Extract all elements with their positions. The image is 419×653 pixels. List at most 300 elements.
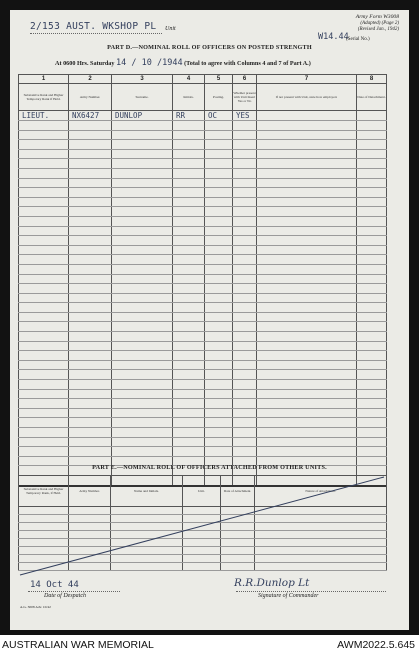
blank-cell bbox=[257, 293, 357, 303]
blank-cell bbox=[233, 351, 257, 361]
column-header: Date of Detachment. bbox=[357, 84, 387, 111]
blank-cell bbox=[257, 197, 357, 207]
blank-cell bbox=[205, 236, 233, 246]
blank-row bbox=[19, 159, 387, 169]
blank-row bbox=[19, 140, 387, 150]
column-header: Substantive Rank and Higher Temporary Rank if Held. bbox=[19, 84, 69, 111]
blank-cell bbox=[357, 380, 387, 390]
blank-cell bbox=[69, 188, 112, 198]
blank-cell bbox=[357, 332, 387, 342]
blank-cell bbox=[173, 332, 205, 342]
blank-cell bbox=[19, 207, 69, 217]
blank-cell bbox=[112, 360, 173, 370]
column-header: Army Number. bbox=[69, 476, 111, 507]
blank-row bbox=[19, 207, 387, 217]
blank-cell bbox=[19, 188, 69, 198]
blank-cell bbox=[205, 255, 233, 265]
blank-cell bbox=[233, 274, 257, 284]
blank-cell bbox=[357, 360, 387, 370]
column-header: Name and Initials. bbox=[111, 476, 183, 507]
blank-cell bbox=[257, 149, 357, 159]
blank-cell bbox=[69, 178, 112, 188]
blank-cell bbox=[257, 236, 357, 246]
column-number: 5 bbox=[205, 75, 233, 84]
blank-cell bbox=[112, 216, 173, 226]
roll-date-line bbox=[55, 58, 311, 68]
blank-cell bbox=[205, 332, 233, 342]
blank-cell bbox=[205, 370, 233, 380]
blank-cell bbox=[19, 370, 69, 380]
blank-cell bbox=[112, 274, 173, 284]
blank-cell bbox=[112, 130, 173, 140]
blank-cell bbox=[112, 418, 173, 428]
column-number: 6 bbox=[233, 75, 257, 84]
blank-cell bbox=[233, 370, 257, 380]
blank-cell bbox=[173, 370, 205, 380]
rank-cell: LIEUT. bbox=[19, 111, 69, 121]
roll-date-value: 14 / 10 /1944 bbox=[116, 58, 183, 68]
blank-cell bbox=[205, 130, 233, 140]
blank-cell bbox=[357, 274, 387, 284]
blank-cell bbox=[19, 447, 69, 457]
blank-cell bbox=[112, 389, 173, 399]
blank-cell bbox=[19, 284, 69, 294]
blank-cell bbox=[205, 341, 233, 351]
blank-cell bbox=[173, 188, 205, 198]
blank-cell bbox=[112, 293, 173, 303]
blank-cell bbox=[205, 399, 233, 409]
blank-cell bbox=[257, 351, 357, 361]
blank-cell bbox=[357, 399, 387, 409]
blank-cell bbox=[19, 437, 69, 447]
blank-cell bbox=[357, 370, 387, 380]
blank-cell bbox=[112, 188, 173, 198]
blank-cell bbox=[112, 149, 173, 159]
blank-cell bbox=[173, 312, 205, 322]
blank-cell bbox=[233, 360, 257, 370]
blank-cell bbox=[19, 399, 69, 409]
blank-cell bbox=[233, 197, 257, 207]
blank-cell bbox=[112, 245, 173, 255]
blank-cell bbox=[112, 428, 173, 438]
blank-cell bbox=[257, 332, 357, 342]
blank-cell bbox=[233, 428, 257, 438]
blank-cell bbox=[69, 197, 112, 207]
blank-cell bbox=[173, 245, 205, 255]
blank-cell bbox=[257, 226, 357, 236]
form-line: (Revised Jan., 1942) bbox=[357, 27, 399, 32]
blank-cell bbox=[357, 322, 387, 332]
blank-row bbox=[19, 332, 387, 342]
blank-cell bbox=[357, 159, 387, 169]
despatch-date-label: Date of Despatch bbox=[44, 593, 86, 599]
blank-cell bbox=[357, 178, 387, 188]
blank-cell bbox=[257, 428, 357, 438]
column-number-row bbox=[19, 75, 387, 84]
blank-cell bbox=[173, 274, 205, 284]
blank-cell bbox=[19, 226, 69, 236]
accession-number: AWM2022.5.645 bbox=[337, 639, 415, 651]
blank-row bbox=[19, 274, 387, 284]
blank-cell bbox=[19, 197, 69, 207]
blank-cell bbox=[233, 140, 257, 150]
blank-row bbox=[19, 130, 387, 140]
blank-cell bbox=[19, 341, 69, 351]
blank-row bbox=[19, 149, 387, 159]
blank-cell bbox=[257, 380, 357, 390]
blank-row bbox=[19, 264, 387, 274]
blank-cell bbox=[173, 447, 205, 457]
blank-cell bbox=[69, 380, 112, 390]
blank-cell bbox=[19, 380, 69, 390]
blank-cell bbox=[112, 255, 173, 265]
blank-cell bbox=[19, 121, 69, 131]
cancellation-stroke bbox=[18, 475, 386, 577]
blank-row bbox=[19, 226, 387, 236]
blank-cell bbox=[173, 130, 205, 140]
blank-cell bbox=[173, 408, 205, 418]
posting-cell: OC bbox=[205, 111, 233, 121]
blank-cell bbox=[69, 332, 112, 342]
blank-cell bbox=[173, 322, 205, 332]
blank-row bbox=[19, 121, 387, 131]
blank-row bbox=[19, 322, 387, 332]
blank-cell bbox=[69, 236, 112, 246]
blank-cell bbox=[69, 121, 112, 131]
blank-cell bbox=[19, 178, 69, 188]
unit-label: Unit bbox=[165, 26, 176, 32]
blank-cell bbox=[357, 418, 387, 428]
blank-row bbox=[19, 245, 387, 255]
blank-cell bbox=[357, 284, 387, 294]
blank-cell bbox=[173, 140, 205, 150]
blank-cell bbox=[233, 341, 257, 351]
blank-cell bbox=[233, 207, 257, 217]
blank-cell bbox=[257, 303, 357, 313]
blank-cell bbox=[257, 255, 357, 265]
blank-cell bbox=[69, 399, 112, 409]
blank-cell bbox=[205, 197, 233, 207]
blank-cell bbox=[173, 284, 205, 294]
blank-cell bbox=[205, 245, 233, 255]
blank-cell bbox=[112, 408, 173, 418]
blank-cell bbox=[205, 264, 233, 274]
blank-cell bbox=[19, 159, 69, 169]
archive-caption bbox=[0, 636, 419, 653]
blank-cell bbox=[233, 264, 257, 274]
blank-cell bbox=[357, 341, 387, 351]
blank-cell bbox=[205, 178, 233, 188]
blank-cell bbox=[69, 428, 112, 438]
blank-cell bbox=[69, 389, 112, 399]
blank-cell bbox=[19, 312, 69, 322]
blank-cell bbox=[173, 418, 205, 428]
blank-cell bbox=[112, 351, 173, 361]
blank-cell bbox=[112, 264, 173, 274]
blank-cell bbox=[19, 360, 69, 370]
blank-cell bbox=[205, 140, 233, 150]
blank-cell bbox=[19, 293, 69, 303]
blank-cell bbox=[233, 418, 257, 428]
blank-cell bbox=[19, 428, 69, 438]
blank-cell bbox=[233, 303, 257, 313]
blank-cell bbox=[205, 168, 233, 178]
serial-number-value: W14.44 bbox=[318, 32, 349, 42]
blank-cell bbox=[112, 236, 173, 246]
blank-row bbox=[19, 408, 387, 418]
blank-cell bbox=[205, 226, 233, 236]
initials-cell: RR bbox=[173, 111, 205, 121]
blank-cell bbox=[112, 168, 173, 178]
blank-row bbox=[19, 216, 387, 226]
blank-cell bbox=[205, 303, 233, 313]
blank-cell bbox=[257, 389, 357, 399]
blank-cell bbox=[69, 418, 112, 428]
blank-cell bbox=[357, 255, 387, 265]
blank-cell bbox=[173, 226, 205, 236]
blank-cell bbox=[205, 284, 233, 294]
blank-cell bbox=[19, 149, 69, 159]
blank-cell bbox=[69, 130, 112, 140]
blank-cell bbox=[69, 159, 112, 169]
blank-cell bbox=[257, 168, 357, 178]
blank-cell bbox=[205, 428, 233, 438]
blank-cell bbox=[233, 236, 257, 246]
blank-cell bbox=[19, 418, 69, 428]
blank-cell bbox=[173, 216, 205, 226]
blank-cell bbox=[19, 168, 69, 178]
blank-cell bbox=[173, 207, 205, 217]
blank-cell bbox=[357, 188, 387, 198]
blank-cell bbox=[233, 332, 257, 342]
column-header-row bbox=[19, 84, 387, 111]
column-number: 7 bbox=[257, 75, 357, 84]
blank-cell bbox=[173, 341, 205, 351]
blank-cell bbox=[173, 149, 205, 159]
blank-cell bbox=[19, 322, 69, 332]
print-code: A.G. 3008 Adv. 10/42 bbox=[20, 605, 51, 609]
blank-cell bbox=[69, 447, 112, 457]
blank-cell bbox=[233, 312, 257, 322]
blank-cell bbox=[69, 149, 112, 159]
blank-cell bbox=[257, 245, 357, 255]
blank-row bbox=[19, 197, 387, 207]
column-header: Posting. bbox=[205, 84, 233, 111]
blank-cell bbox=[233, 389, 257, 399]
column-header: Initials. bbox=[173, 84, 205, 111]
blank-cell bbox=[19, 389, 69, 399]
blank-cell bbox=[112, 332, 173, 342]
column-header: Surname. bbox=[112, 84, 173, 111]
blank-row bbox=[19, 418, 387, 428]
blank-cell bbox=[69, 255, 112, 265]
blank-cell bbox=[69, 322, 112, 332]
blank-row bbox=[19, 341, 387, 351]
blank-cell bbox=[257, 437, 357, 447]
blank-cell bbox=[173, 236, 205, 246]
blank-cell bbox=[205, 207, 233, 217]
column-header: Army Number. bbox=[69, 84, 112, 111]
despatch-date-value: 14 Oct 44 bbox=[30, 580, 79, 590]
blank-cell bbox=[205, 389, 233, 399]
blank-row bbox=[19, 178, 387, 188]
blank-cell bbox=[69, 408, 112, 418]
blank-cell bbox=[357, 130, 387, 140]
blank-cell bbox=[19, 236, 69, 246]
blank-cell bbox=[233, 149, 257, 159]
form-line: (Adapted) (Page 2) bbox=[360, 20, 399, 26]
blank-cell bbox=[19, 351, 69, 361]
roll-date-prefix: At 0600 Hrs. Saturday bbox=[55, 60, 115, 67]
blank-cell bbox=[357, 428, 387, 438]
blank-cell bbox=[173, 389, 205, 399]
blank-cell bbox=[112, 322, 173, 332]
blank-cell bbox=[173, 360, 205, 370]
blank-cell bbox=[69, 207, 112, 217]
blank-cell bbox=[257, 130, 357, 140]
blank-cell bbox=[233, 121, 257, 131]
blank-cell bbox=[233, 322, 257, 332]
blank-row bbox=[19, 380, 387, 390]
part-e-title: PART E.—NOMINAL ROLL OF OFFICERS ATTACHED FROM OTHER UNITS. bbox=[92, 464, 327, 471]
blank-cell bbox=[19, 216, 69, 226]
blank-cell bbox=[173, 428, 205, 438]
blank-cell bbox=[205, 121, 233, 131]
blank-cell bbox=[233, 437, 257, 447]
signature-underline bbox=[236, 591, 386, 592]
blank-cell bbox=[257, 322, 357, 332]
blank-row bbox=[19, 399, 387, 409]
blank-cell bbox=[19, 245, 69, 255]
blank-cell bbox=[205, 149, 233, 159]
employed-cell bbox=[257, 111, 357, 121]
blank-cell bbox=[233, 399, 257, 409]
blank-cell bbox=[19, 332, 69, 342]
blank-cell bbox=[173, 303, 205, 313]
signature-label: Signature of Commander bbox=[258, 593, 319, 599]
form-identifier bbox=[319, 14, 399, 34]
blank-row bbox=[19, 168, 387, 178]
blank-cell bbox=[257, 284, 357, 294]
blank-cell bbox=[112, 159, 173, 169]
blank-cell bbox=[257, 399, 357, 409]
blank-cell bbox=[357, 168, 387, 178]
column-number: 8 bbox=[357, 75, 387, 84]
column-number: 3 bbox=[112, 75, 173, 84]
blank-cell bbox=[357, 351, 387, 361]
blank-cell bbox=[257, 207, 357, 217]
blank-cell bbox=[205, 216, 233, 226]
blank-cell bbox=[357, 264, 387, 274]
blank-cell bbox=[69, 293, 112, 303]
blank-cell bbox=[19, 264, 69, 274]
blank-cell bbox=[233, 226, 257, 236]
blank-cell bbox=[173, 264, 205, 274]
column-header: If not present with Unit, state how employed. bbox=[257, 84, 357, 111]
blank-cell bbox=[357, 303, 387, 313]
blank-cell bbox=[69, 351, 112, 361]
blank-cell bbox=[19, 130, 69, 140]
blank-cell bbox=[233, 293, 257, 303]
blank-cell bbox=[112, 178, 173, 188]
blank-cell bbox=[112, 197, 173, 207]
blank-cell bbox=[233, 188, 257, 198]
blank-cell bbox=[357, 447, 387, 457]
blank-row bbox=[19, 351, 387, 361]
blank-cell bbox=[257, 178, 357, 188]
blank-cell bbox=[69, 312, 112, 322]
blank-cell bbox=[69, 168, 112, 178]
form-line: Army Form W3008 bbox=[355, 14, 399, 20]
blank-row bbox=[19, 188, 387, 198]
table-row bbox=[19, 111, 387, 121]
blank-cell bbox=[257, 312, 357, 322]
blank-cell bbox=[69, 437, 112, 447]
blank-cell bbox=[69, 264, 112, 274]
blank-cell bbox=[69, 341, 112, 351]
blank-cell bbox=[205, 437, 233, 447]
despatch-underline bbox=[28, 591, 120, 592]
blank-cell bbox=[357, 140, 387, 150]
blank-cell bbox=[69, 245, 112, 255]
blank-cell bbox=[233, 408, 257, 418]
blank-cell bbox=[205, 293, 233, 303]
column-number: 1 bbox=[19, 75, 69, 84]
column-number: 4 bbox=[173, 75, 205, 84]
blank-cell bbox=[173, 255, 205, 265]
blank-row bbox=[19, 370, 387, 380]
part-d-title: PART D.—NOMINAL ROLL OF OFFICERS ON POSTED STRENGTH bbox=[107, 44, 312, 51]
blank-cell bbox=[19, 140, 69, 150]
blank-cell bbox=[205, 418, 233, 428]
blank-cell bbox=[233, 216, 257, 226]
blank-cell bbox=[173, 159, 205, 169]
blank-cell bbox=[112, 312, 173, 322]
blank-cell bbox=[257, 370, 357, 380]
blank-cell bbox=[205, 322, 233, 332]
blank-row bbox=[19, 284, 387, 294]
blank-cell bbox=[357, 293, 387, 303]
blank-cell bbox=[357, 121, 387, 131]
blank-cell bbox=[205, 312, 233, 322]
blank-cell bbox=[257, 159, 357, 169]
blank-row bbox=[19, 236, 387, 246]
blank-cell bbox=[112, 437, 173, 447]
blank-cell bbox=[257, 121, 357, 131]
blank-cell bbox=[19, 255, 69, 265]
blank-cell bbox=[233, 130, 257, 140]
blank-cell bbox=[173, 293, 205, 303]
blank-cell bbox=[69, 226, 112, 236]
blank-cell bbox=[357, 389, 387, 399]
blank-cell bbox=[233, 380, 257, 390]
blank-cell bbox=[357, 207, 387, 217]
blank-cell bbox=[173, 121, 205, 131]
blank-cell bbox=[205, 159, 233, 169]
column-number: 2 bbox=[69, 75, 112, 84]
roll-date-suffix: (Total to agree with Columns 4 and 7 of Part A.) bbox=[184, 60, 311, 67]
officers-posted-table bbox=[18, 74, 387, 491]
serial-number-label: (Serial No.) bbox=[346, 37, 370, 42]
blank-cell bbox=[205, 188, 233, 198]
archive-name: AUSTRALIAN WAR MEMORIAL bbox=[2, 639, 154, 651]
blank-row bbox=[19, 303, 387, 313]
blank-row bbox=[19, 437, 387, 447]
blank-cell bbox=[69, 370, 112, 380]
blank-row bbox=[19, 360, 387, 370]
blank-cell bbox=[19, 274, 69, 284]
blank-cell bbox=[112, 447, 173, 457]
